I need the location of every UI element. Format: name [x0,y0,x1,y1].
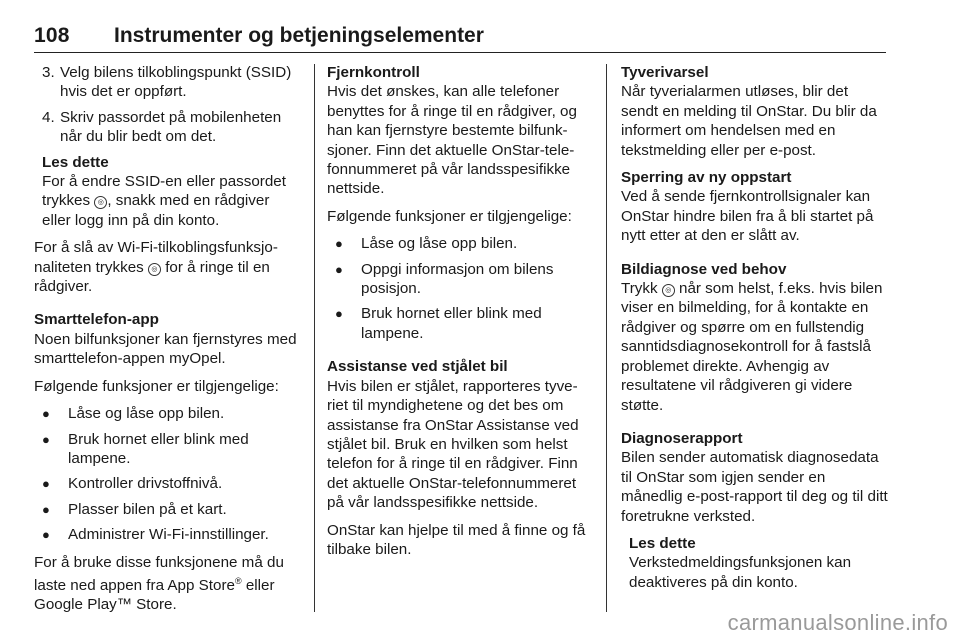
section-heading: Fjernkontroll [327,64,420,81]
note-box [34,153,302,231]
section-heading: Tyverivarsel [621,64,709,81]
paragraph: Bilen sender automatisk diagnosedata til OnStar som igjen sender en månedlig e-post-rapport til deg og til ditt foretrukne verksted. [621,449,888,525]
paragraph: Hvis bilen er stjålet, rapporteres tyveriet til myndighetene og det bes om assistanse fra OnStar Assistanse ved stjålet bil. Bruk en hvilken som helst telefon for å ringe til en rådgiver. Finn det aktuelle OnStar-telefonnummeret på vår landsspesifikke nettside. [327,377,579,512]
section-heading: Diagnoserapport [621,429,743,447]
paragraph: Hvis det ønskes, kan alle telefoner benyttes for å ringe til en rådgiver, og han kan fjernstyre bestemte bilfunksjoner. Finn det aktuelle OnStar-telefonnummeret på vår landsspesifikke nettside. [327,83,577,198]
paragraph: Følgende funksjoner er tilgjengelige: [34,377,279,395]
paragraph: OnStar kan hjelpe til med å finne og få tilbake bilen. [327,521,586,558]
step-text: Velg bilens tilkoblingspunkt (SSID) hvis det er oppført. [60,64,292,101]
list-item: ● Kontroller drivstoffnivå. [42,475,223,493]
note-heading: Les dette [629,534,696,552]
list-item: ● Bruk hornet eller blink med lampene. [42,430,249,467]
list-item: ● Låse og låse opp bilen. [42,405,225,423]
page-header [34,10,886,53]
note-text: Verkstedmeldingsfunksjonen kan deaktiveres på din konto. [629,554,852,591]
list-item [34,63,302,102]
section-heading: Smarttelefon-app [34,311,159,329]
paragraph: Når tyverialarmen utløses, blir det sendt en melding til OnStar. Du blir da informert om hendelsen med en tekstmelding eller per e-post. [621,83,877,159]
list-item: ● Låse og låse opp bilen. [335,235,518,253]
step-number: 4. [42,108,55,126]
section-heading: Sperring av ny oppstart [621,169,792,187]
note-heading: Les dette [42,153,109,171]
onstar-service-icon: ◎ [148,263,161,276]
list-item: ● Bruk hornet eller blink med lampene. [335,305,542,342]
note-text: For å endre SSID-en eller passordet trykkes [42,173,286,210]
note-box [621,534,889,592]
paragraph: For å slå av Wi-Fi-tilkoblingsfunksjonaliteten trykkes [34,239,278,276]
step-number: 3. [42,64,55,81]
column-left [34,63,302,623]
paragraph: Noen bilfunksjoner kan fjernstyres med smarttelefon-appen myOpel. [34,330,297,368]
paragraph: Trykk ◎ når som helst, f.eks. hvis bilen viser en bilmelding, for å kontakte en rådgiver og spørre om en fullstendig sanntidsdiagnosekontroll for å fastslå problemet direkte. Avhengig av resultatene vil rådgiveren gi videre støtte. [621,280,883,414]
list-item: ● Oppgi informasjon om bilens posisjon. [335,260,554,298]
onstar-service-icon: ◎ [662,284,675,297]
watermark: carmanualsonline.info [727,610,948,635]
list-item [34,108,302,147]
step-text: Skriv passordet på mobilenheten når du blir bedt om det. [60,108,282,146]
page-title: Instrumenter og betjeningselementer [114,24,484,47]
page-number: 108 [34,24,70,47]
column-middle [327,63,592,567]
column-divider [314,64,315,612]
section-heading: Bildiagnose ved behov [621,260,787,278]
onstar-service-icon: ◎ [94,196,107,209]
list-item: ● Administrer Wi-Fi-innstillinger. [42,526,269,544]
column-right [621,63,889,600]
paragraph: For å bruke disse funksjonene må du laste ned appen fra App Store® eller Google Play™ Store. [34,553,284,614]
column-divider [606,64,607,612]
bullet-list [327,234,592,343]
paragraph: Følgende funksjoner er tilgjengelige: [327,207,572,225]
section-heading: Assistanse ved stjålet bil [327,358,508,376]
paragraph: for å ringe til en rådgiver. [34,258,270,296]
list-item: ● Plasser bilen på et kart. [42,500,227,518]
bullet-list [34,404,302,544]
note-text: , snakk med en rådgiver eller logg inn på din konto. [42,192,270,229]
paragraph: Ved å sende fjernkontrollsignaler kan OnStar hindre bilen fra å bli startet på nytt etter at den er slått av. [621,188,874,245]
